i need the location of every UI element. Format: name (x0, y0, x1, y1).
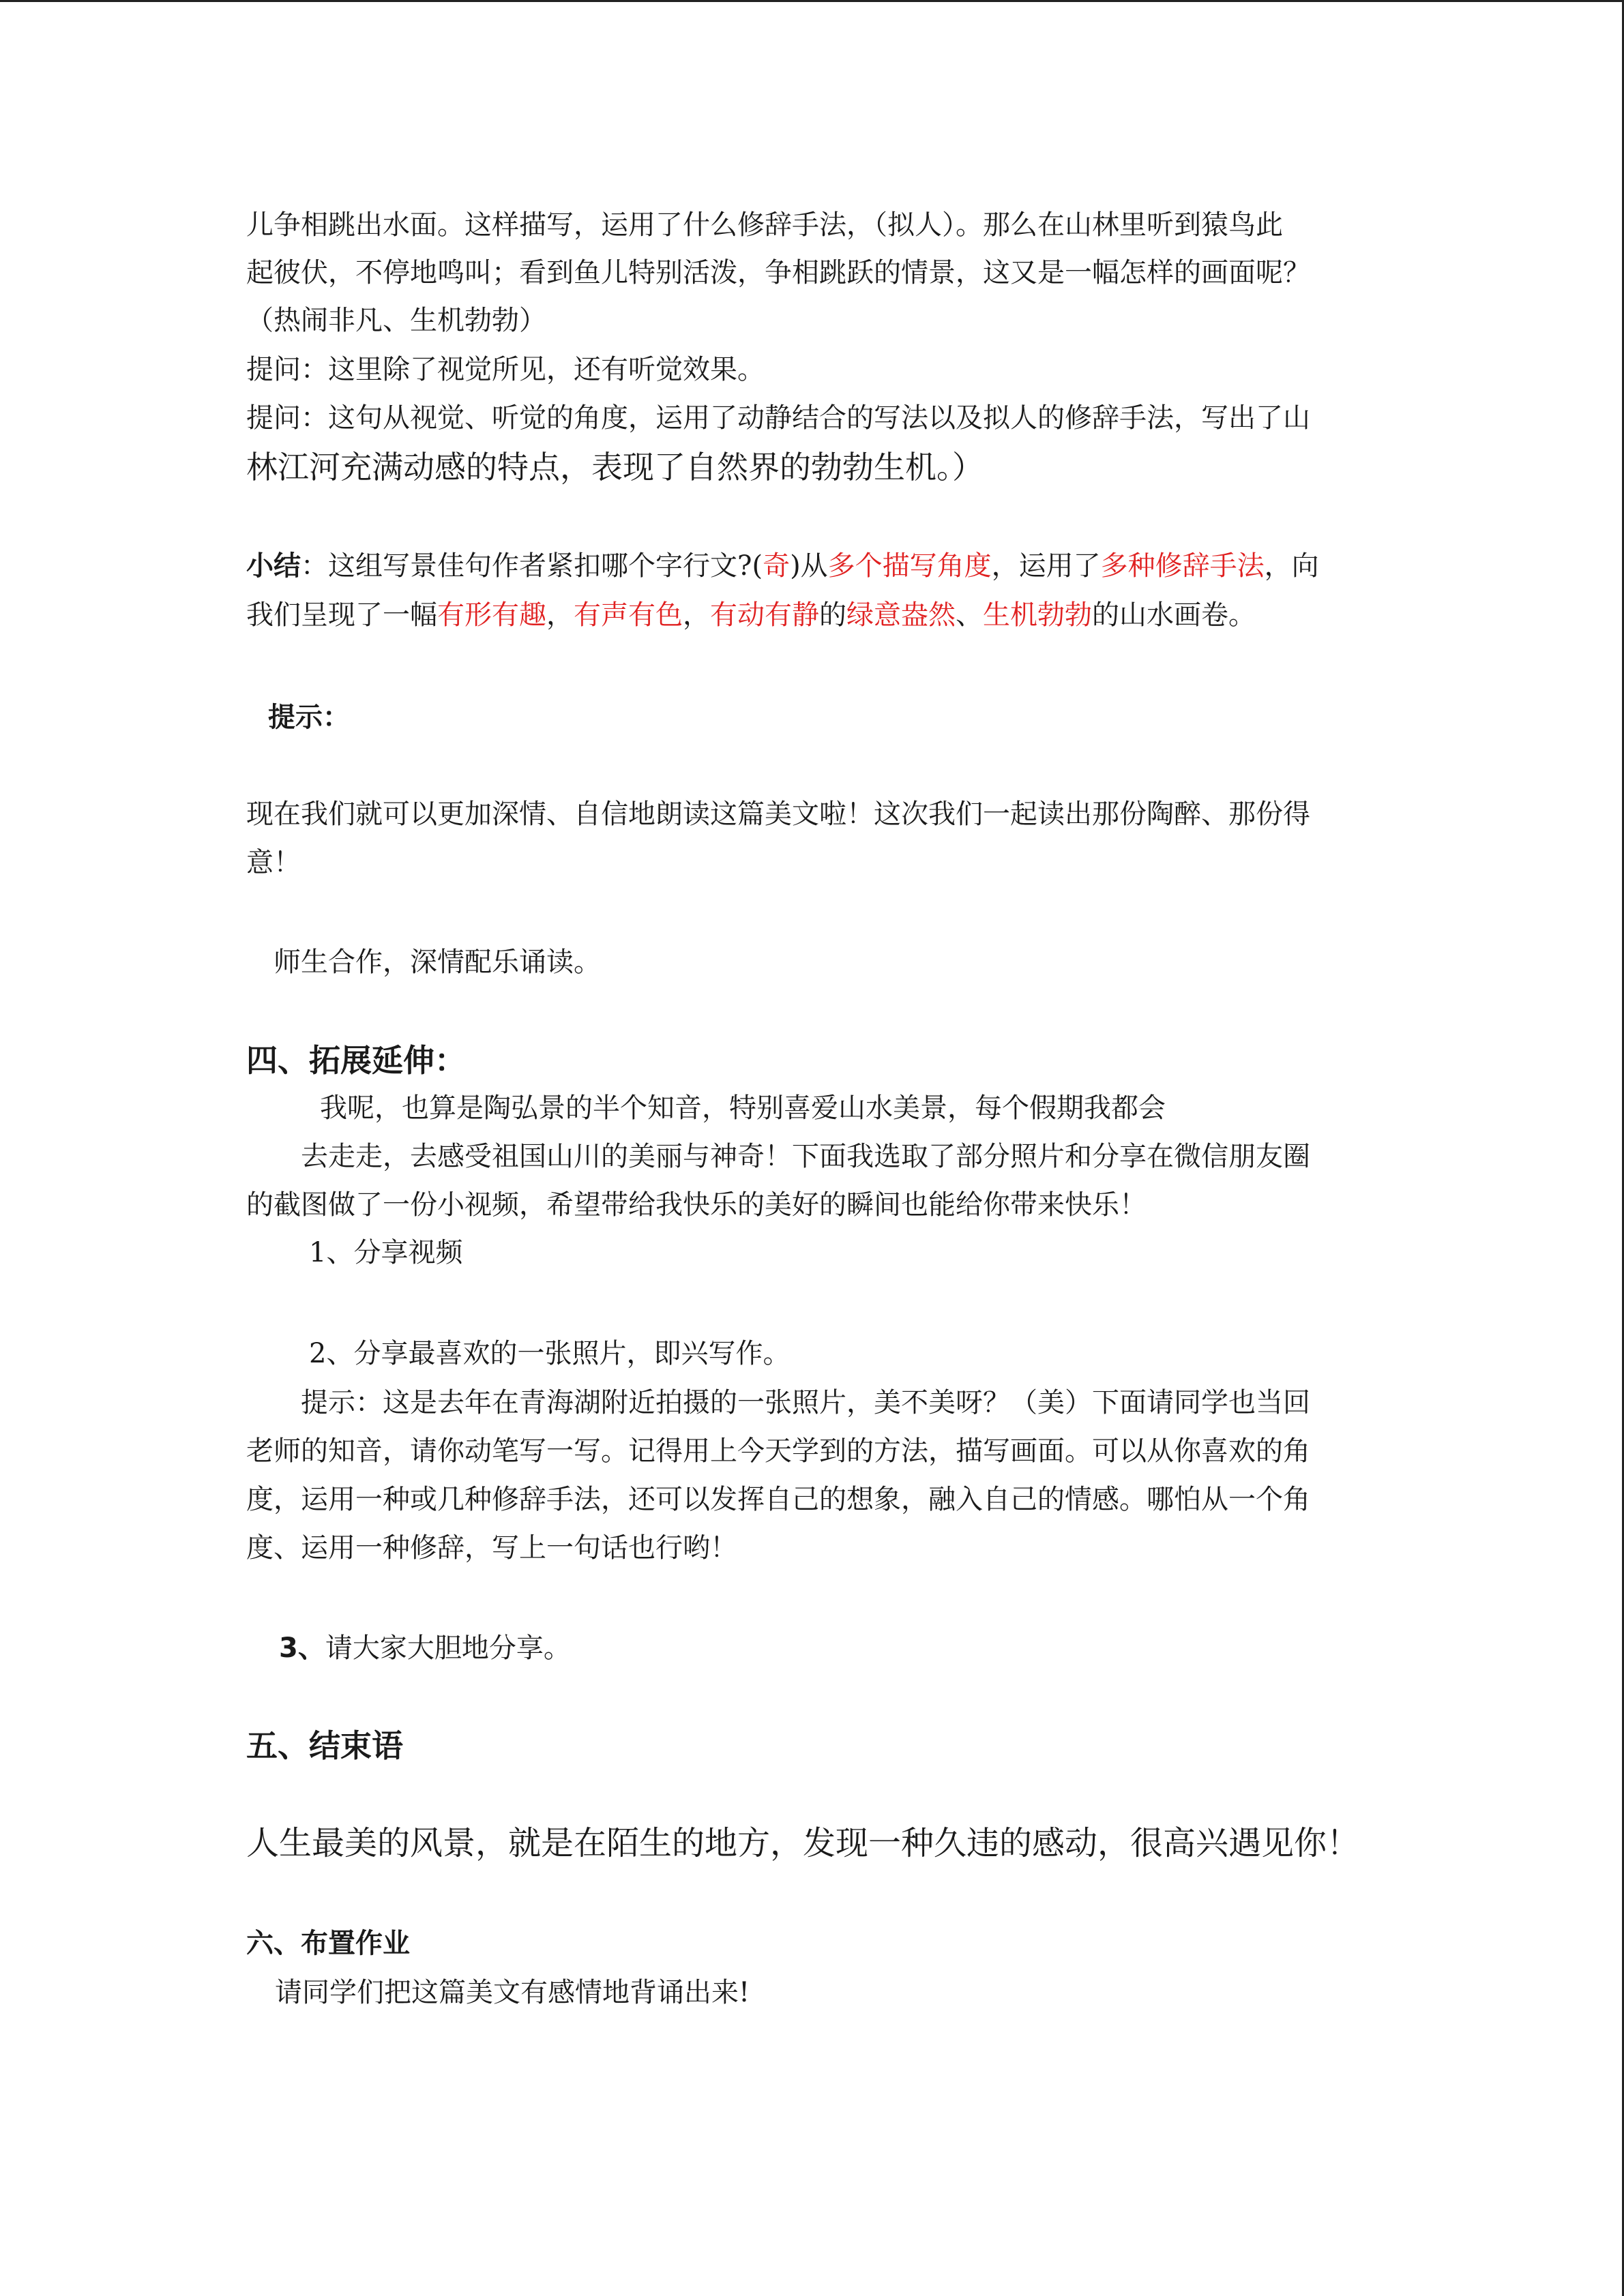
question-1: 提问：这里除了视觉所见，还有听觉效果。 (246, 354, 765, 385)
summary-highlight: 奇 (763, 550, 791, 582)
summary-text: ，运用了 (991, 550, 1101, 582)
hint-label: 提示： (268, 702, 350, 733)
section4-tip-line4: 度、运用一种修辞，写上一句话也行哟！ (246, 1532, 737, 1564)
section6-heading: 六、布置作业 (246, 1928, 410, 1959)
section4-item2: 2、分享最喜欢的一张照片，即兴写作。 (309, 1338, 791, 1369)
summary-text: ，向 (1264, 550, 1319, 582)
para1-line1: 儿争相跳出水面。这样描写，运用了什么修辞手法，（拟人）。那么在山林里听到猿鸟此 (246, 209, 1283, 241)
cooperate-text: 师生合作，深情配乐诵读。 (274, 946, 601, 978)
section4-tip-line3: 度，运用一种或几种修辞手法，还可以发挥自己的想象，融入自己的情感。哪怕从一个角 (246, 1484, 1310, 1515)
summary-text: 我们呈现了一幅 (246, 599, 437, 631)
summary-highlight: 有动有静 (710, 599, 819, 631)
section4-tip-line1: 提示：这是去年在青海湖附近拍摄的一张照片，美不美呀？（美）下面请同学也当回 (301, 1387, 1310, 1418)
item3-number: 3、 (279, 1632, 325, 1664)
read-line1: 现在我们就可以更加深情、自信地朗读这篇美文啦！这次我们一起读出那份陶醉、那份得 (246, 799, 1310, 830)
section4-item1: 1、分享视频 (309, 1237, 463, 1268)
section4-heading: 四、拓展延伸： (246, 1042, 466, 1079)
section4-p2: 去走走，去感受祖国山川的美丽与神奇！下面我选取了部分照片和分享在微信朋友圈 (301, 1141, 1310, 1172)
para1-line3: （热闹非凡、生机勃勃） (246, 305, 546, 336)
section4-tip-line2: 老师的知音，请你动笔写一写。记得用上今天学到的方法，描写画面。可以从你喜欢的角 (246, 1435, 1310, 1467)
section4-item3 (279, 1628, 571, 1669)
summary-text: ， (546, 599, 574, 631)
summary-line1 (246, 546, 1319, 586)
section4-p3: 的截图做了一份小视频，希望带给我快乐的美好的瞬间也能给你带来快乐！ (246, 1189, 1147, 1221)
read-line2: 意！ (246, 847, 301, 878)
question-2-line2: 林江河充满动感的特点，表现了自然界的勃勃生机。） (246, 449, 984, 486)
summary-text: ：这组写景佳句作者紧扣哪个字行文?( (301, 550, 763, 582)
closing-remark: 人生最美的风景，就是在陌生的地方，发现一种久违的感动，很高兴遇见你！ (246, 1824, 1360, 1862)
summary-highlight: 多个描写角度 (827, 550, 992, 582)
summary-highlight: 绿意盎然 (846, 599, 956, 631)
item3-text: 请大家大胆地分享。 (325, 1632, 571, 1664)
homework-text: 请同学们把这篇美文有感情地背诵出来! (275, 1977, 750, 2008)
summary-text: )从 (790, 550, 828, 582)
section4-p1: 我呢，也算是陶弘景的半个知音，特别喜爱山水美景，每个假期我都会 (320, 1092, 1166, 1124)
summary-label: 小结 (246, 550, 301, 582)
question-2-line1: 提问：这句从视觉、听觉的角度，运用了动静结合的写法以及拟人的修辞手法，写出了山 (246, 402, 1310, 434)
summary-highlight: 多种修辞手法 (1100, 550, 1265, 582)
summary-highlight: 有声有色 (574, 599, 683, 631)
summary-line2 (246, 595, 1256, 636)
summary-text: 的山水画卷。 (1092, 599, 1256, 631)
summary-highlight: 生机勃勃 (983, 599, 1092, 631)
summary-text: 、 (956, 599, 983, 631)
top-border (0, 0, 1624, 2)
summary-highlight: 有形有趣 (437, 599, 546, 631)
summary-text: ， (683, 599, 710, 631)
summary-text: 的 (819, 599, 846, 631)
section5-heading: 五、结束语 (246, 1727, 403, 1764)
para1-line2: 起彼伏，不停地鸣叫；看到鱼儿特别活泼，争相跳跃的情景，这又是一幅怎样的画面呢？ (246, 257, 1310, 288)
